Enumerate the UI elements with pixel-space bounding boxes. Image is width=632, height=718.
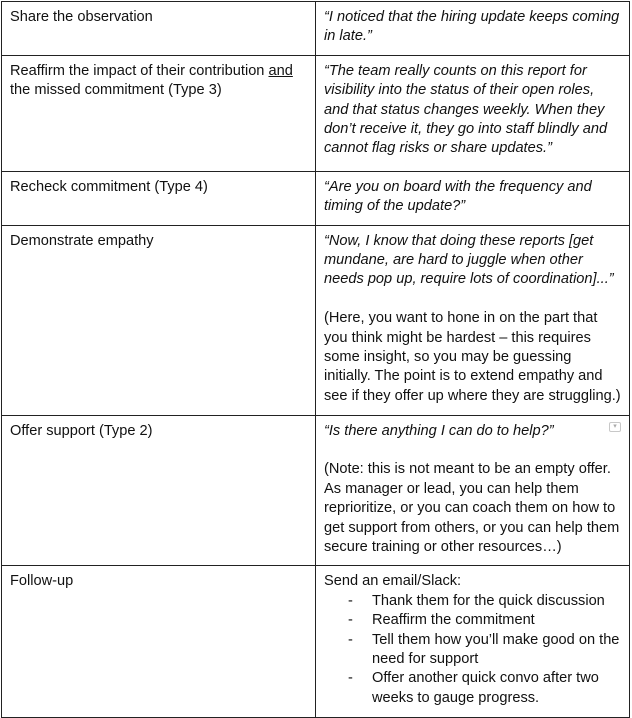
label-text: the missed commitment (Type 3) <box>10 82 222 99</box>
step-content <box>316 566 630 718</box>
step-label <box>2 55 316 171</box>
step-label: Share the observation <box>2 2 316 56</box>
step-label: Follow-up <box>2 566 316 718</box>
list-item: - Tell them how you’ll make good on the need for support <box>348 631 621 670</box>
step-content: “Are you on board with the frequency and timing of the update?” <box>316 171 630 225</box>
table-row <box>2 2 630 56</box>
guidance-note: (Here, you want to hone in on the part that you think might be hardest – this requires some insight, so you may be guessing initially. The point is to extend empathy and see if they offer up where they are struggling.) <box>324 310 621 404</box>
underlined-word: and <box>268 62 293 79</box>
step-label: Offer support (Type 2) <box>2 415 316 566</box>
step-content: “I noticed that the hiring update keeps coming in late.” <box>316 2 630 56</box>
script-quote: “Now, I know that doing these reports [get mundane, are hard to juggle when other needs pop up, require lots of coordination]...” <box>324 232 614 288</box>
script-quote: “Is there anything I can do to help?” <box>324 422 554 439</box>
step-content <box>316 415 630 566</box>
dropdown-icon[interactable]: ▾ <box>609 422 621 432</box>
step-label: Recheck commitment (Type 4) <box>2 171 316 225</box>
table-row <box>2 171 630 225</box>
guidance-note: (Note: this is not meant to be an empty offer. As manager or lead, you can help them reprioritize, or you can coach them on how to get support from others, or you can help them secure training or other resources…) <box>324 461 620 556</box>
follow-up-intro: Send an email/Slack: <box>324 573 462 590</box>
table-row <box>2 225 630 415</box>
step-content: “The team really counts on this report for visibility into the status of their open roles, and that status changes weekly. When they don’t receive it, they go into staff blindly and cannot flag risks or share updates.” <box>316 55 630 171</box>
list-item: - Reaffirm the commitment <box>348 611 621 630</box>
follow-up-list <box>324 592 621 708</box>
step-content <box>316 225 630 415</box>
label-text: Reaffirm the impact of their contribution <box>10 62 269 79</box>
step-label: Demonstrate empathy <box>2 225 316 415</box>
table-row <box>2 566 630 718</box>
table-row <box>2 55 630 171</box>
list-item: - Offer another quick convo after two weeks to gauge progress. <box>348 669 621 708</box>
table-row <box>2 415 630 566</box>
feedback-steps-table <box>1 1 630 718</box>
list-item: - Thank them for the quick discussion <box>348 592 621 611</box>
